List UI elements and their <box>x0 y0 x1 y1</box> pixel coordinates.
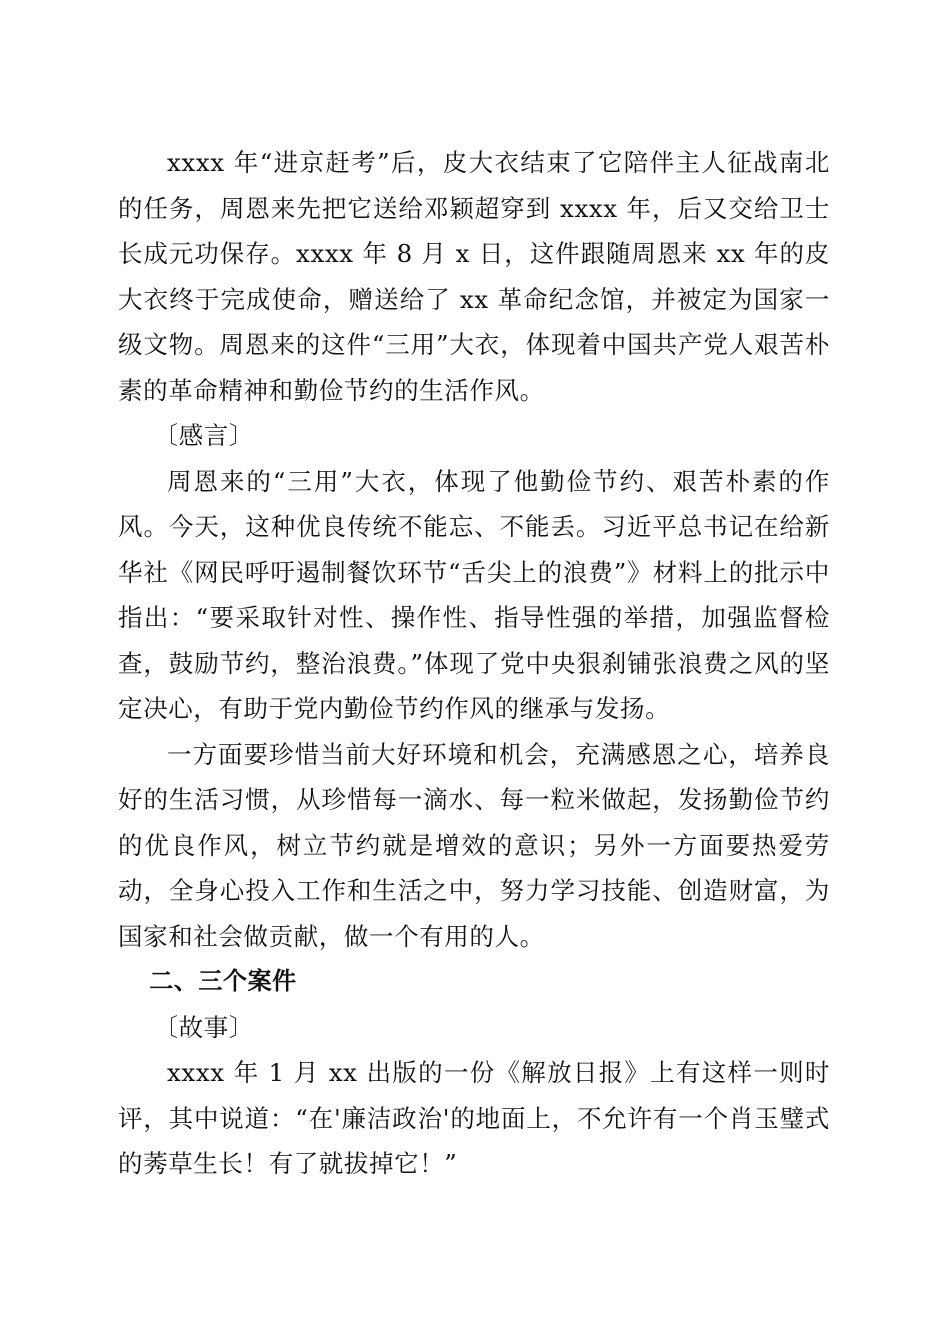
section-label-gushi: 〔故事〕 <box>153 1012 254 1042</box>
paragraph-jiefang-daily: xxxx 年 1 月 xx 出版的一份《解放日报》上有这样一则时评，其中说道：“在'廉洁政治'的地面上，不允许有一个肖玉璧式的莠草生长！有了就拔掉它！” <box>118 1058 830 1178</box>
document-body <box>118 140 830 1187</box>
paragraph-ganyan-advice: 一方面要珍惜当前大好环境和机会，充满感恩之心，培养良好的生活习惯，从珍惜每一滴水、每一粒米做起，发扬勤俭节约的优良作风，树立节约就是增效的意识；另外一方面要热爱劳动，全身心投入工作和生活之中，努力学习技能、创造财富，为国家和社会做贡献，做一个有用的人。 <box>118 739 830 951</box>
section-heading-three-cases: 二、三个案件 <box>149 967 297 995</box>
paragraph-fur-coat-story: xxxx 年“进京赶考”后，皮大衣结束了它陪伴主人征战南北的任务，周恩来先把它送给邓颖超穿到 xxxx 年，后又交给卫士长成元功保存。xxxx 年 8 月 x 日，这件跟随周恩来 xx 年的皮大衣终于完成使命，赠送给了 xx 革命纪念馆，并被定为国家一级文物。周恩来的这件“三用”大衣，体现着中国共产党人艰苦朴素的革命精神和勤俭节约的生活作风。 <box>118 148 830 405</box>
section-label-ganyan: 〔感言〕 <box>153 421 254 450</box>
paragraph-ganyan-body: 周恩来的“三用”大衣，体现了他勤俭节约、艰苦朴素的作风。今天，这种优良传统不能忘、不能丢。习近平总书记在给新华社《网民呼吁遏制餐饮环节“舌尖上的浪费”》材料上的批示中指出：“要采取针对性、操作性、指导性强的举措，加强监督检查，鼓励节约，整治浪费。”体现了党中央狠刹铺张浪费之风的坚定决心，有助于党内勤俭节约作风的继承与发扬。 <box>118 466 830 723</box>
